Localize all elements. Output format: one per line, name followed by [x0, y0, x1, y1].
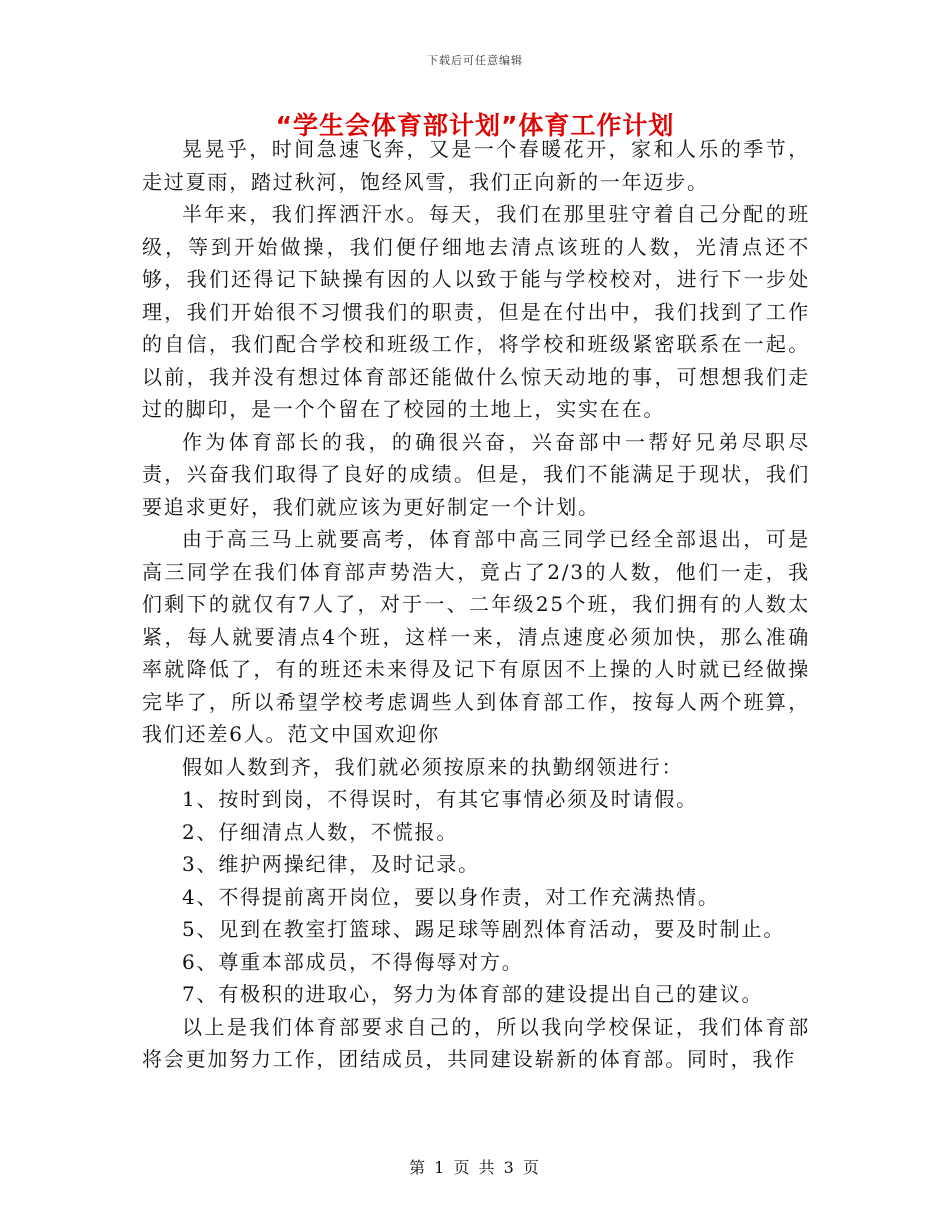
rule-item: 6、尊重本部成员，不得侮辱对方。	[182, 949, 524, 974]
rule-item: 5、见到在教室打篮球、踢足球等剧烈体育活动，要及时制止。	[182, 917, 786, 941]
paragraph-rules-intro: 假如人数到齐，我们就必须按原来的执勤纲领进行：	[182, 754, 684, 779]
paragraph-half-year: 半年来，我们挥洒汗水。每天，我们在那里驻守着自己分配的班级，等到开始做操，我们便仔细地去清点该班的人数，光清点还不够，我们还得记下缺操有因的人以致于能与学校校对，进行下一步处理，我们开始很不习惯我们的职责，但是在付出中，我们找到了工作的自信，我们配合学校和班级工作，将学校和班级紧密联系在一起。以前，我并没有想过体育部还能做什么惊天动地的事，可想想我们走过的脚印，是一个个留在了校园的土地上，实实在在。	[142, 202, 810, 421]
rule-item: 7、有极积的进取心，努力为体育部的建设提出自己的建议。	[182, 982, 764, 1006]
page-number: 第 1 页 共 3 页	[409, 1158, 541, 1177]
paragraph-minister: 作为体育部长的我，的确很兴奋，兴奋部中一帮好兄弟尽职尽责，兴奋我们取得了良好的成绩。但是，我们不能满足于现状，我们要追求更好，我们就应该为更好制定一个计划。	[142, 429, 810, 519]
rule-item: 2、仔细清点人数，不慌报。	[182, 819, 459, 844]
paragraph-staffing: 由于高三马上就要高考，体育部中高三同学已经全部退出，可是高三同学在我们体育部声势浩大，竟占了2/3的人数，他们一走，我们剩下的就仅有7人了，对于一、二年级25个班，我们拥有的人数太紧，每人就要清点4个班，这样一来，清点速度必须加快，那么准确率就降低了，有的班还未来得及记下有原因不上操的人时就已经做操完毕了，所以希望学校考虑调些人到体育部工作，按每人两个班算，我们还差6人。范文中国欢迎你	[142, 527, 810, 746]
paragraph-closing: 以上是我们体育部要求自己的，所以我向学校保证，我们体育部将会更加努力工作，团结成员，共同建设崭新的体育部。同时，我作	[142, 1014, 810, 1071]
document-title: “学生会体育部计划”体育工作计划	[275, 111, 675, 140]
rule-item: 3、维护两操纪律，及时记录。	[182, 852, 480, 876]
rule-item: 4、不得提前离开岗位，要以身作责，对工作充满热情。	[182, 884, 720, 909]
document-body	[142, 133, 810, 1076]
rule-item: 1、按时到岗，不得误时，有其它事情必须及时请假。	[182, 787, 698, 811]
header-note: 下载后可任意编辑	[427, 54, 523, 67]
paragraph-intro: 晃晃乎，时间急速飞奔，又是一个春暖花开，家和人乐的季节，走过夏雨，踏过秋河，饱经风雪，我们正向新的一年迈步。	[142, 137, 810, 194]
